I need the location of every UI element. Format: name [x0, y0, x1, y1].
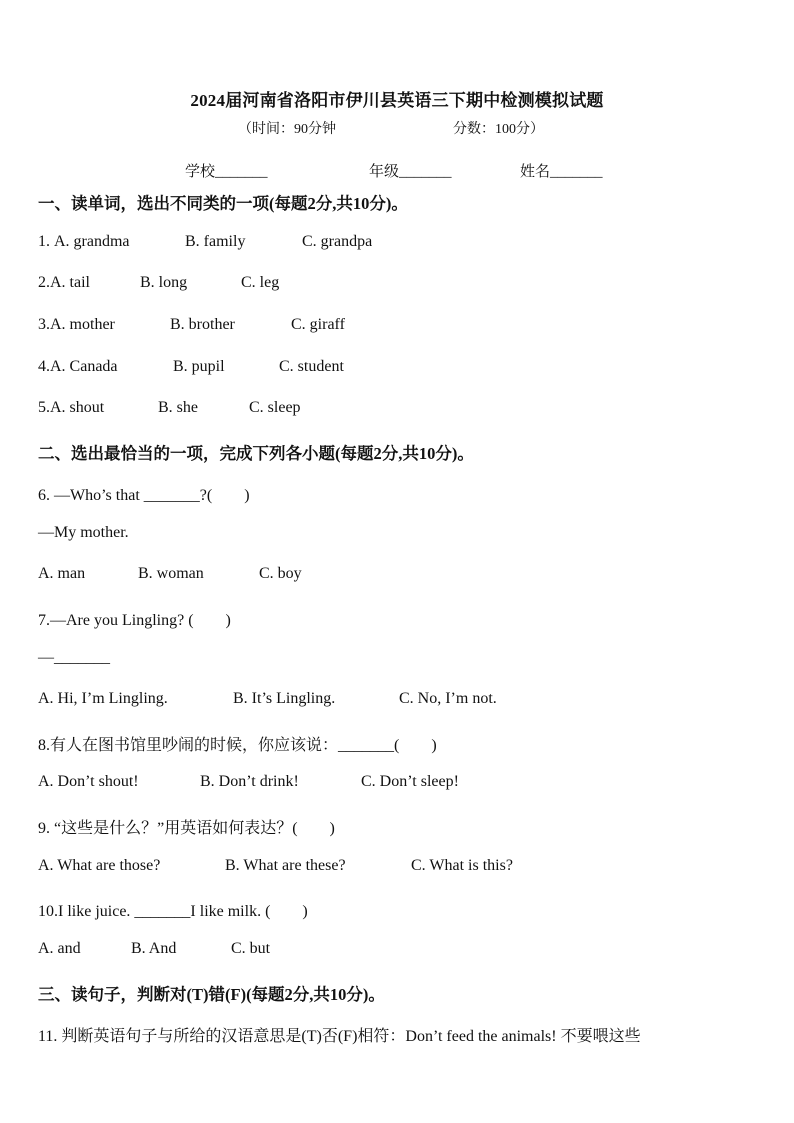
name-field: 姓名_______	[520, 164, 603, 180]
school-field: 学校_______	[185, 164, 268, 180]
grade-field: 年级_______	[369, 164, 452, 180]
question-1	[38, 233, 372, 251]
option-a: A. Canada	[50, 358, 118, 375]
question-8-options	[38, 773, 459, 791]
question-10-stem: 10.I like juice. _______I like milk. ( )	[38, 903, 308, 920]
question-7-answer-line: —_______	[38, 649, 110, 666]
section-heading-1: 一、读单词，选出不同类的一项(每题2分,共10分)。	[38, 194, 408, 213]
option-b: B. brother	[170, 316, 235, 333]
option-b: B. And	[131, 940, 177, 957]
question-number: 5.	[38, 399, 50, 416]
option-a: A. mother	[50, 316, 115, 333]
question-7-options	[38, 690, 497, 708]
option-c: C. giraff	[291, 316, 345, 333]
option-c: C. student	[279, 358, 344, 375]
option-c: C. Don’t sleep!	[361, 773, 459, 790]
option-b: B. What are these?	[225, 857, 346, 874]
option-b: B. family	[185, 233, 246, 250]
option-c: C. but	[231, 940, 271, 957]
option-c: C. No, I’m not.	[399, 690, 497, 707]
question-11-stem: 11. 判断英语句子与所给的汉语意思是(T)否(F)相符：Don’t feed the animals! 不要喂这些	[38, 1028, 641, 1045]
option-b: B. she	[158, 399, 198, 416]
page-title: 2024届河南省洛阳市伊川县英语三下期中检测模拟试题	[190, 91, 604, 110]
question-number: 1.	[38, 233, 54, 250]
question-5	[38, 399, 301, 417]
question-6-answer-line: —My mother.	[38, 524, 129, 541]
question-7-stem: 7.—Are you Lingling? ( )	[38, 612, 231, 629]
question-number: 3.	[38, 316, 50, 333]
question-9-stem: 9. “这些是什么？”用英语如何表达？( )	[38, 820, 335, 837]
exam-time: （时间：90分钟	[238, 122, 336, 137]
option-c: C. boy	[259, 565, 302, 582]
option-c: C. grandpa	[302, 233, 373, 250]
option-a: A. Hi, I’m Lingling.	[38, 690, 168, 707]
question-9-options	[38, 857, 513, 875]
question-number: 4.	[38, 358, 50, 375]
question-6-stem: 6. —Who’s that _______?( )	[38, 487, 250, 504]
question-4	[38, 358, 344, 376]
option-a: A. grandma	[54, 233, 130, 250]
option-c: C. sleep	[249, 399, 301, 416]
option-a: A. What are those?	[38, 857, 161, 874]
option-b: B. long	[140, 274, 188, 291]
question-2	[38, 274, 279, 292]
option-b: B. woman	[138, 565, 204, 582]
option-a: A. man	[38, 565, 86, 582]
option-a: A. and	[38, 940, 81, 957]
option-b: B. It’s Lingling.	[233, 690, 336, 707]
option-a: A. shout	[50, 399, 105, 416]
option-a: A. tail	[50, 274, 90, 291]
section-heading-2: 二、选出最恰当的一项，完成下列各小题(每题2分,共10分)。	[38, 444, 474, 463]
option-c: C. leg	[241, 274, 280, 291]
question-number: 2.	[38, 274, 50, 291]
section-heading-3: 三、读句子，判断对(T)错(F)(每题2分,共10分)。	[38, 985, 385, 1004]
option-b: B. Don’t drink!	[200, 773, 299, 790]
exam-score: 分数：100分）	[453, 122, 544, 137]
option-c: C. What is this?	[411, 857, 513, 874]
option-b: B. pupil	[173, 358, 225, 375]
question-8-stem: 8.有人在图书馆里吵闹的时候，你应该说：_______( )	[38, 737, 437, 754]
question-6-options	[38, 565, 302, 583]
option-a: A. Don’t shout!	[38, 773, 139, 790]
question-3	[38, 316, 345, 334]
question-10-options	[38, 940, 270, 958]
